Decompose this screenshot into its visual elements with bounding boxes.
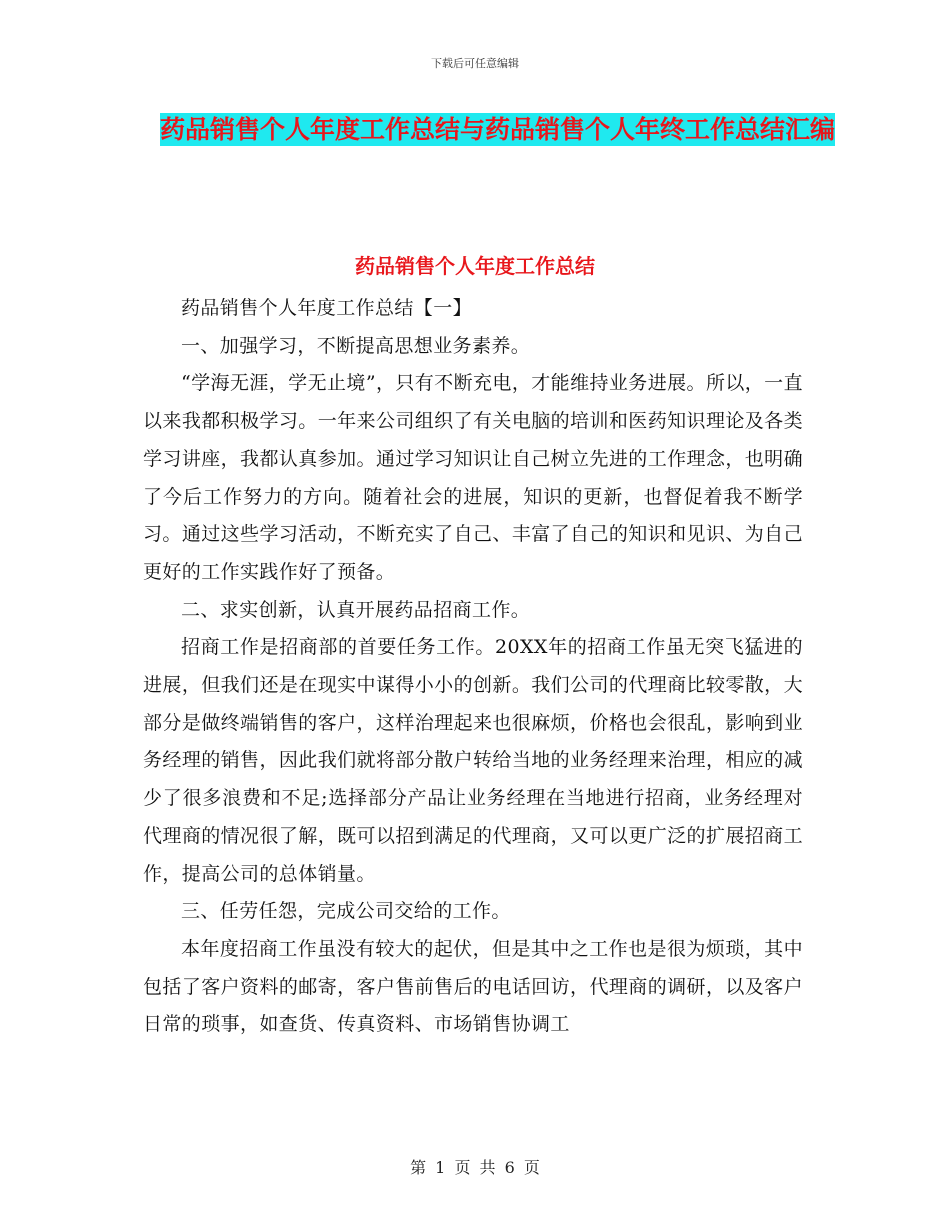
document-title-text: 药品销售个人年度工作总结与药品销售个人年终工作总结汇编	[159, 115, 835, 144]
document-body	[143, 290, 803, 1044]
paragraph-heading-1: 一、加强学习，不断提高思想业务素养。	[181, 334, 531, 357]
paragraph: “学海无涯，学无止境”，只有不断充电，才能维持业务进展。所以，一直以来我都积极学习。一年来公司组织了有关电脑的培训和医药知识理论及各类学习讲座，我都认真参加。通过学习知识让自己树立先进的工作理念，也明确了今后工作努力的方向。随着社会的进展，知识的更新，也督促着我不断学习。通过这些学习活动，不断充实了自己、丰富了自己的知识和见识、为自己更好的工作实践作好了预备。	[143, 372, 803, 583]
paragraph: 招商工作是招商部的首要任务工作。20XX年的招商工作虽无突飞猛进的进展，但我们还是在现实中谋得小小的创新。我们公司的代理商比较零散，大部分是做终端销售的客户，这样治理起来也很麻烦，价格也会很乱，影响到业务经理的销售，因此我们就将部分散户转给当地的业务经理来治理，相应的减少了很多浪费和不足;选择部分产品让业务经理在当地进行招商，业务经理对代理商的情况很了解，既可以招到满足的代理商，又可以更广泛的扩展招商工作，提高公司的总体销量。	[143, 636, 803, 885]
paragraph-heading-3: 三、任劳任怨，完成公司交给的工作。	[181, 900, 511, 923]
paragraph: 本年度招商工作虽没有较大的起伏，但是其中之工作也是很为烦琐，其中包括了客户资料的邮寄，客户售前售后的电话回访，代理商的调研，以及客户日常的琐事，如查货、传真资料、市场销售协调工	[143, 937, 803, 1036]
page-header: 下载后可任意编辑	[431, 57, 519, 70]
page-footer: 第 1 页 共 6 页	[410, 1158, 540, 1177]
section-title: 药品销售个人年度工作总结	[355, 254, 595, 278]
document-title	[145, 108, 850, 152]
paragraph-subtitle: 药品销售个人年度工作总结【一】	[181, 297, 473, 319]
paragraph-heading-2: 二、求实创新，认真开展药品招商工作。	[181, 598, 531, 621]
